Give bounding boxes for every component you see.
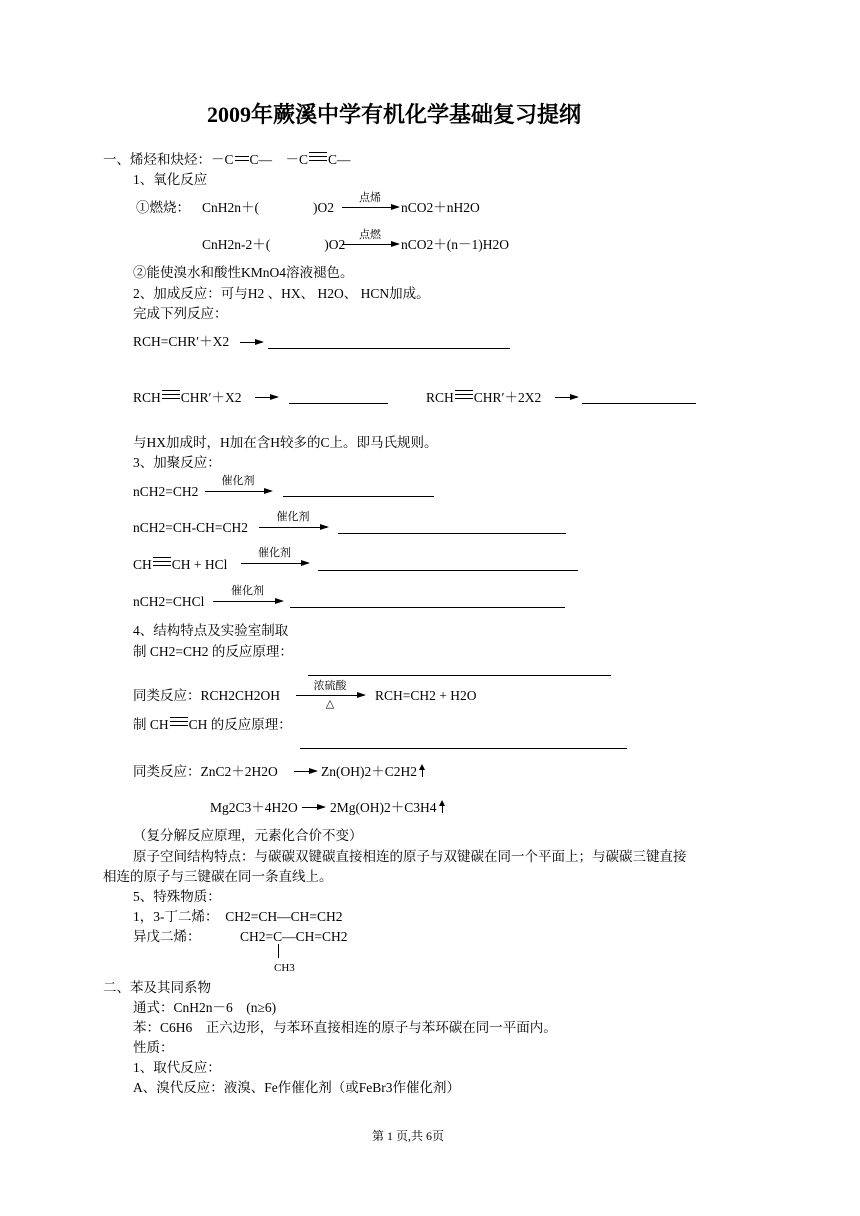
triple-bond-icon (162, 390, 180, 399)
reaction-arrow-icon (342, 207, 398, 208)
reaction-arrow-icon (213, 601, 282, 602)
reaction-arrow-icon (302, 807, 324, 808)
condition-ignite-2: 点燃 (359, 229, 381, 241)
similar-reaction-1-products: RCH=CH2 + H2O (375, 688, 477, 703)
butadiene: 1，3-丁二烯： CH2=CH—CH=CH2 (133, 909, 343, 924)
similar-reaction-1: 同类反应：RCH2CH2OH (133, 688, 281, 703)
condition-ignite-1: 点烯 (359, 192, 381, 204)
subheading-polymerization: 3、加聚反应： (133, 455, 221, 470)
triple-bond-icon (170, 717, 188, 726)
polymer-reaction-3: CH CH + HCl (133, 557, 228, 572)
bond-line (278, 944, 279, 958)
reaction-arrow-icon (255, 397, 277, 398)
markovnikov-rule: 与HX加成时，H加在含H较多的C上。即马氏规则。 (133, 435, 438, 450)
subheading-oxidation: 1、氧化反应 (133, 172, 208, 187)
answer-blank (338, 533, 566, 534)
similar-reaction-2: 同类反应：ZnC2＋2H2O (133, 764, 278, 779)
combustion-reactants-1: CnH2n＋( )O2 (202, 200, 334, 215)
reaction-arrow-icon (259, 527, 327, 528)
condition-h2so4: 浓硫酸 (313, 680, 347, 692)
answer-blank (308, 675, 611, 676)
benzene-description: 苯：C6H6 正六边形，与苯环直接相连的原子与苯环碳在同一平面内。 (133, 1020, 557, 1035)
double-decomposition-note: （复分解反应原理，元素化合价不变） (133, 828, 363, 843)
gas-up-arrow-icon (442, 802, 443, 813)
gas-up-arrow-icon (422, 766, 423, 777)
combustion-products-1: nCO2＋nH2O (401, 200, 480, 215)
bromination: A、溴代反应：液溴、Fe作催化剂（或FeBr3作催化剂） (133, 1080, 460, 1095)
triple-bond-icon (455, 390, 473, 399)
complete-prompt: 完成下列反应： (133, 306, 228, 321)
addition-reaction-2: RCH CHR′＋X2 (133, 390, 242, 405)
condition-catalyst: 催化剂 (276, 511, 310, 523)
reaction-arrow-icon (294, 771, 316, 772)
condition-catalyst: 催化剂 (221, 475, 255, 487)
condition-catalyst: 催化剂 (231, 585, 264, 597)
combustion-products-2: nCO2＋(n－1)H2O (401, 237, 509, 252)
subheading-substitution: 1、取代反应： (133, 1060, 221, 1075)
isoprene-formula: CH2=C—CH=CH2 (240, 929, 348, 944)
section-heading-benzene: 二、苯及其同系物 (103, 980, 211, 995)
reaction-arrow-icon (296, 695, 364, 696)
answer-blank (283, 496, 434, 497)
isoprene-label: 异戊二烯： (133, 929, 201, 944)
subheading-special: 5、特殊物质： (133, 889, 221, 904)
section-heading-alkenes: 一、烯烃和炔烃：－C C— －C C— (103, 152, 351, 167)
page-title: 2009年蕨溪中学有机化学基础复习提纲 (207, 102, 582, 127)
combustion-label: ①燃烧： (136, 200, 190, 215)
double-bond-icon (235, 156, 249, 161)
answer-blank (300, 748, 627, 749)
spatial-structure-2: 相连的原子与三键碳在同一条直线上。 (103, 869, 333, 884)
spatial-structure-1: 原子空间结构特点：与碳碳双键碳直接相连的原子与双键碳在同一个平面上；与碳碳三键直接 (133, 849, 687, 864)
polymer-reaction-4: nCH2=CHCl (133, 594, 205, 609)
addition-reaction-1: RCH=CHR′＋X2 (133, 334, 230, 349)
similar-reaction-2-products: Zn(OH)2＋C2H2 (321, 765, 423, 779)
triple-bond-icon (153, 557, 171, 566)
combustion-reactants-2: CnH2n-2＋( )O2 (202, 237, 346, 252)
methyl-group: CH3 (274, 962, 295, 974)
prep-ethylene: 制 CH2=CH2 的反应原理： (133, 644, 293, 659)
page-footer: 第 1 页,共 6页 (372, 1129, 445, 1143)
subheading-structure: 4、结构特点及实验室制取 (133, 623, 289, 638)
reaction-arrow-icon (342, 244, 398, 245)
kmno4-note: ②能使溴水和酸性KMnO4溶液褪色。 (133, 265, 354, 280)
general-formula: 通式：CnH2n－6 (n≥6) (133, 1000, 277, 1015)
answer-blank (289, 403, 388, 404)
polymer-reaction-1: nCH2=CH2 (133, 484, 199, 499)
polymer-reaction-2: nCH2=CH-CH=CH2 (133, 520, 248, 535)
answer-blank (318, 570, 578, 571)
reaction-arrow-icon (555, 397, 577, 398)
answer-blank (290, 607, 565, 608)
heat-icon: △ (325, 698, 335, 710)
condition-catalyst: 催化剂 (258, 547, 291, 559)
reaction-arrow-icon (241, 563, 308, 564)
magnesium-carbide-products: 2Mg(OH)2＋C3H4 (330, 801, 443, 815)
subheading-addition: 2、加成反应：可与H2 、HX、 H2O、 HCN加成。 (133, 286, 430, 301)
answer-blank (268, 348, 510, 349)
magnesium-carbide-reaction: Mg2C3＋4H2O (210, 800, 298, 815)
reaction-arrow-icon (205, 491, 271, 492)
addition-reaction-3: RCH CHR′＋2X2 (426, 390, 542, 405)
triple-bond-icon (309, 152, 327, 161)
properties-label: 性质： (133, 1040, 174, 1055)
reaction-arrow-icon (240, 342, 262, 343)
answer-blank (582, 403, 696, 404)
prep-acetylene: 制 CH CH 的反应原理： (133, 717, 292, 732)
